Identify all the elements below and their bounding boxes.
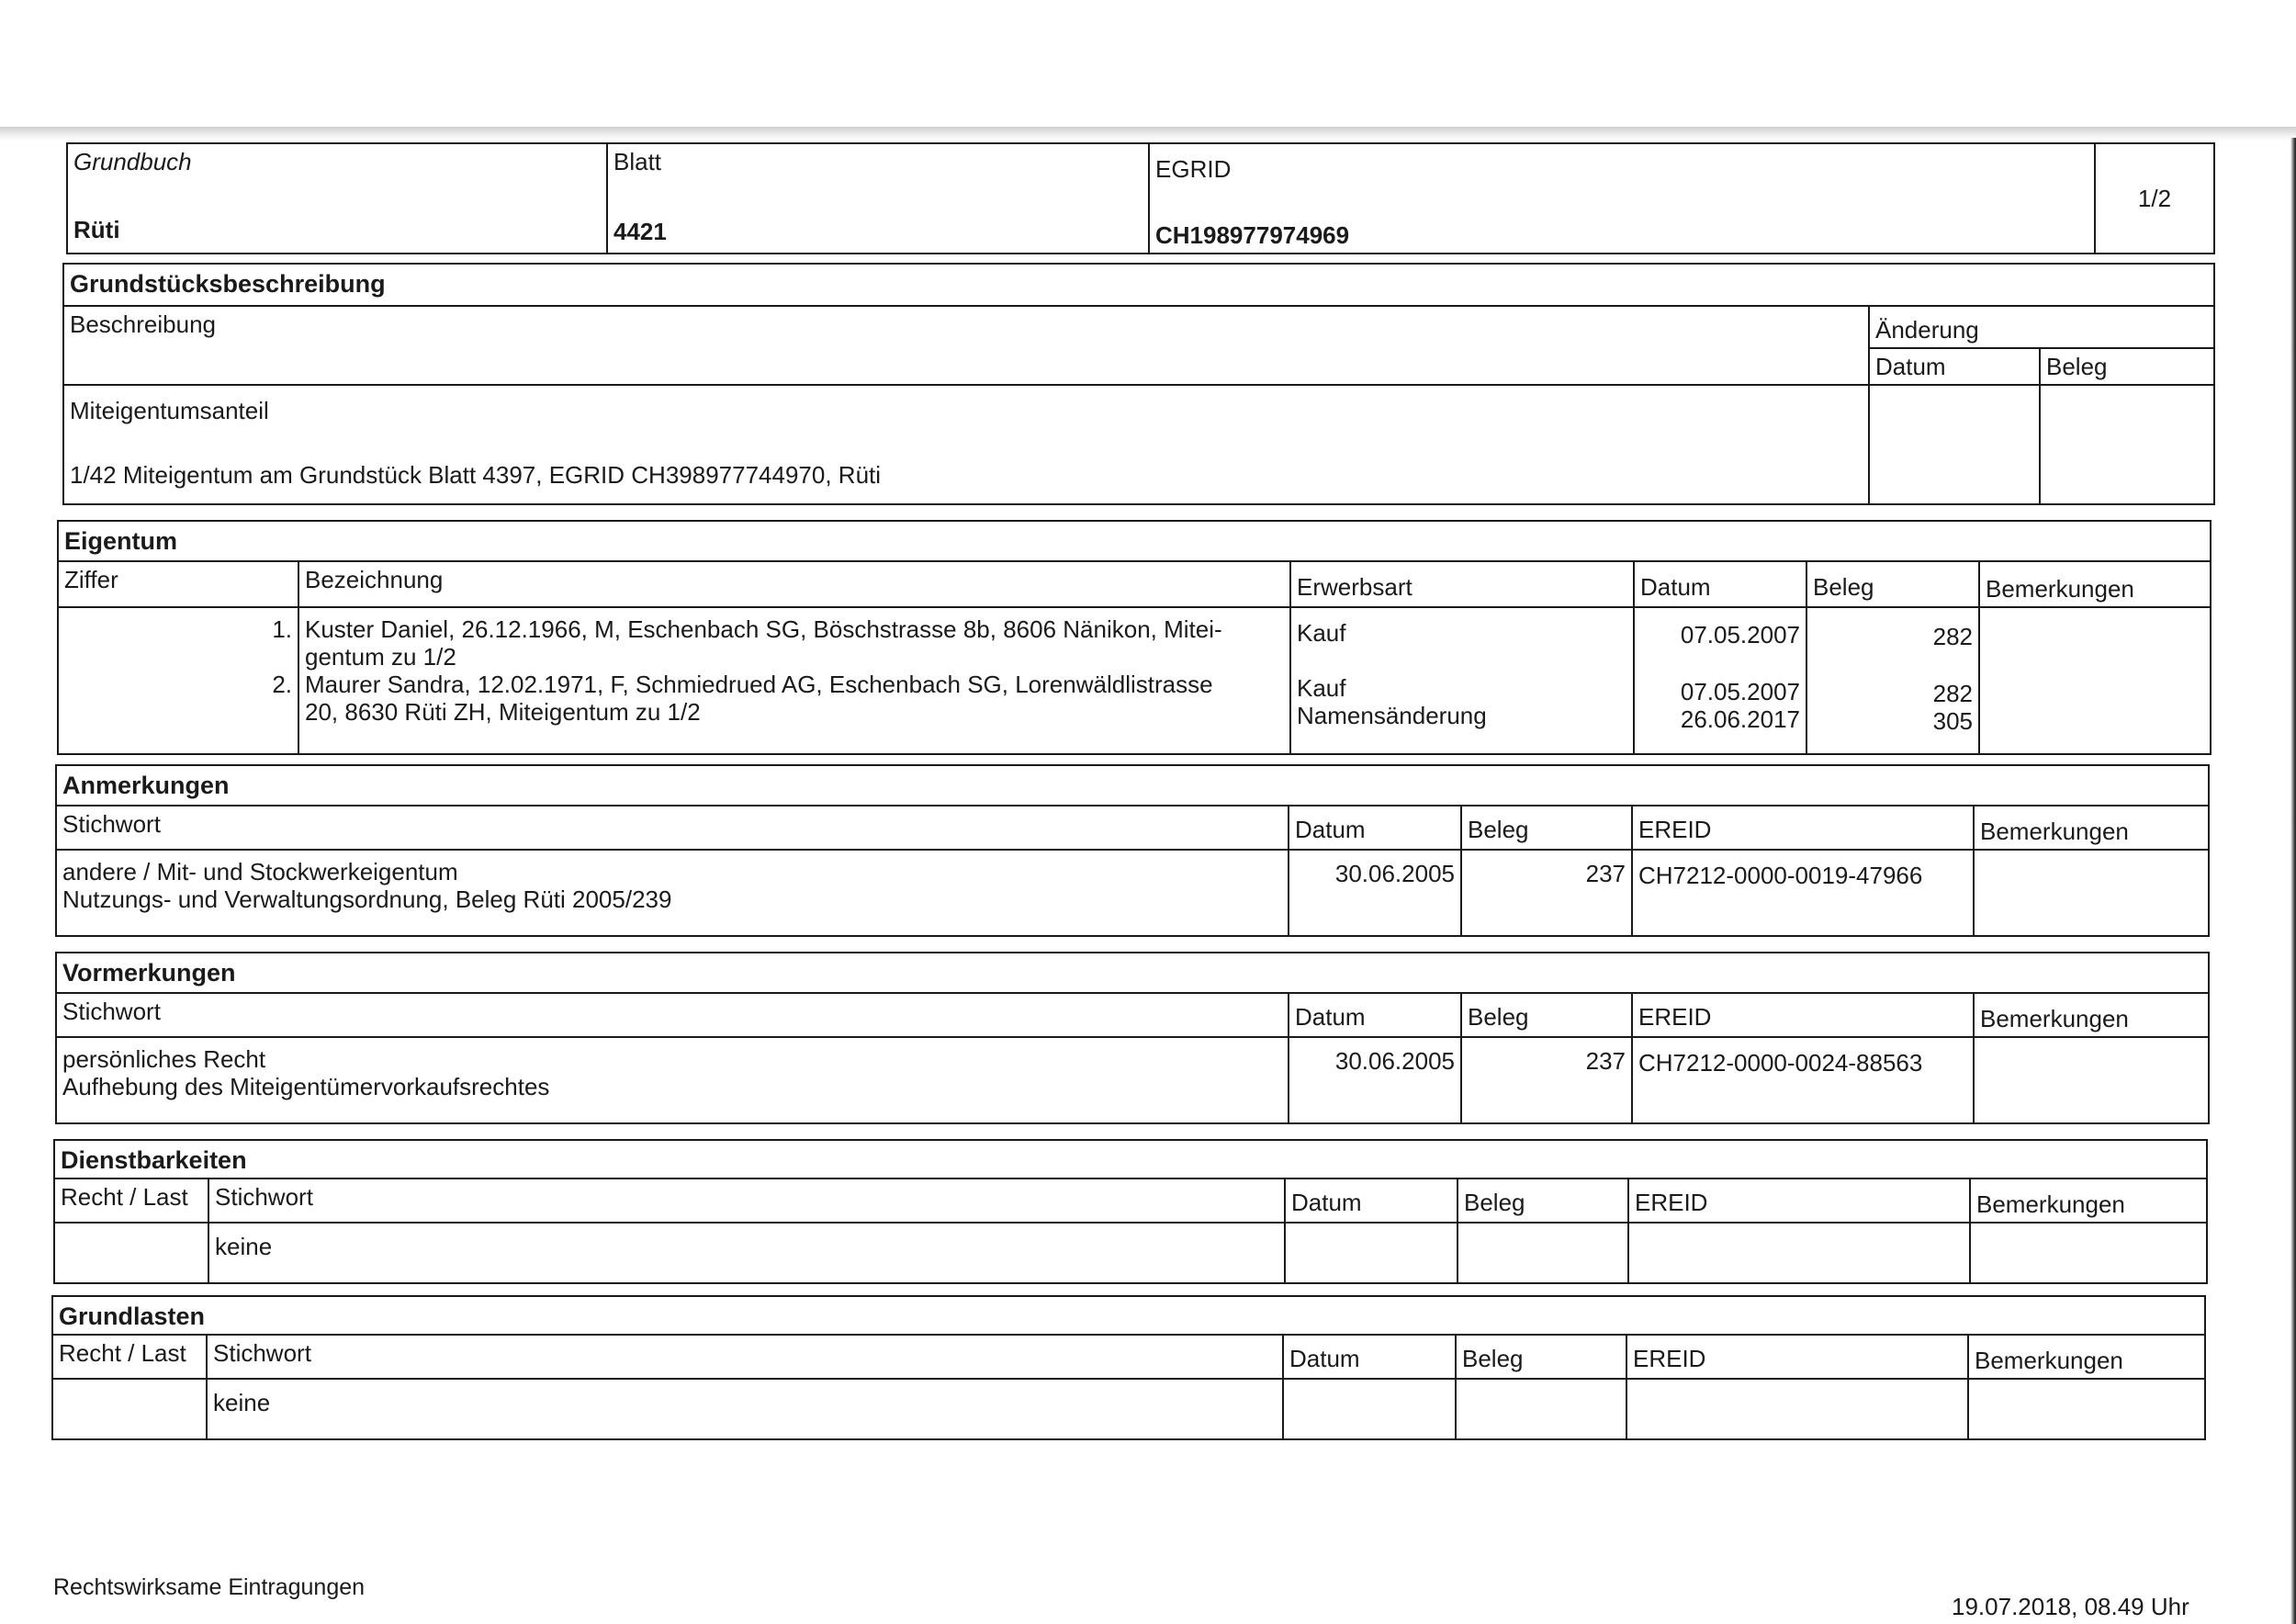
eigentum-row-2-ziffer: 2. (272, 671, 292, 698)
eigentum-table (57, 520, 2212, 755)
footer-label: Rechtswirksame Eintragungen (53, 1574, 366, 1600)
blatt-value: 4421 (613, 218, 667, 245)
grundlasten-col-recht: Recht / Last (52, 1335, 207, 1379)
anmerkungen-stichwort-2: Nutzungs- und Verwaltungsordnung, Beleg Rüti 2005/239 (62, 885, 672, 913)
grundlasten-col-stichwort: Stichwort (207, 1335, 1283, 1379)
vormerkungen-stichwort-cell (56, 1037, 1289, 1123)
dienstbarkeiten-ereid-value (1628, 1223, 1970, 1283)
dienstbarkeiten-datum-value (1285, 1223, 1458, 1283)
grundstueck-title: Grundstücksbeschreibung (63, 264, 2214, 306)
anmerkungen-datum: 30.06.2005 (1289, 850, 1461, 936)
header-table (66, 142, 2215, 254)
eigentum-col-bemerkungen: Bemerkungen (1979, 561, 2211, 607)
beschreibung-label: Beschreibung (63, 306, 1869, 385)
eigentum-col-erwerbsart: Erwerbsart (1290, 561, 1634, 607)
anmerkungen-col-datum: Datum (1289, 806, 1461, 850)
grundlasten-beleg-value (1456, 1379, 1626, 1439)
vormerkungen-stichwort-1: persönliches Recht (62, 1045, 266, 1073)
aenderung-datum-value (1869, 385, 2040, 504)
grundlasten-title: Grundlasten (52, 1296, 2205, 1335)
dienstbarkeiten-bemerkungen-value (1970, 1223, 2207, 1283)
eigentum-row-2-datum-2: 26.06.2017 (1680, 705, 1800, 733)
page-number: 1/2 (2095, 143, 2214, 254)
anmerkungen-col-beleg: Beleg (1461, 806, 1632, 850)
vormerkungen-table (55, 952, 2210, 1124)
eigentum-row-1-erwerb: Kauf (1297, 619, 1346, 647)
eigentum-row-1-ziffer: 1. (272, 615, 292, 643)
grundlasten-stichwort-value: keine (207, 1379, 1283, 1439)
eigentum-col-beleg: Beleg (1806, 561, 1979, 607)
vormerkungen-col-beleg: Beleg (1461, 993, 1632, 1037)
vormerkungen-col-datum: Datum (1289, 993, 1461, 1037)
dienstbarkeiten-beleg-value (1458, 1223, 1628, 1283)
footer-timestamp: 19.07.2018, 08.49 Uhr (1952, 1593, 2189, 1620)
blatt-label: Blatt (613, 148, 662, 175)
dienstbarkeiten-stichwort-value: keine (208, 1223, 1285, 1283)
eigentum-row-1-bez-2: gentum zu 1/2 (305, 643, 456, 671)
dienstbarkeiten-recht-value (54, 1223, 208, 1283)
dienstbarkeiten-col-recht: Recht / Last (54, 1179, 208, 1223)
vormerkungen-ereid: CH7212-0000-0024-88563 (1632, 1037, 1974, 1123)
vormerkungen-title: Vormerkungen (56, 953, 2209, 993)
grundlasten-col-ereid: EREID (1626, 1335, 1968, 1379)
eigentum-row-2-erwerb-2: Namensänderung (1297, 702, 1487, 729)
eigentum-bemerkungen-cell (1979, 607, 2211, 754)
aenderung-beleg-value (2040, 385, 2214, 504)
grundlasten-table (51, 1295, 2206, 1440)
grundlasten-ereid-value (1626, 1379, 1968, 1439)
blatt-cell (607, 143, 1149, 254)
eigentum-row-2-bez-1: Maurer Sandra, 12.02.1971, F, Schmiedrued AG, Eschenbach SG, Lorenwäldlistrasse (305, 671, 1213, 698)
anmerkungen-table (55, 764, 2210, 937)
dienstbarkeiten-col-bemerkungen: Bemerkungen (1970, 1179, 2207, 1223)
scan-shadow (0, 127, 2296, 141)
beschreibung-line-1: Miteigentumsanteil (70, 397, 269, 424)
eigentum-row-2-erwerb-1: Kauf (1297, 674, 1346, 702)
grundbuch-value: Rüti (73, 216, 120, 243)
grundlasten-col-beleg: Beleg (1456, 1335, 1626, 1379)
eigentum-row-2-beleg-2: 305 (1932, 707, 1973, 735)
eigentum-bezeichnung-cell (298, 607, 1290, 754)
eigentum-title: Eigentum (58, 521, 2211, 561)
beschreibung-line-2: 1/42 Miteigentum am Grundstück Blatt 4397, EGRID CH398977744970, Rüti (70, 461, 882, 489)
vormerkungen-beleg: 237 (1461, 1037, 1632, 1123)
aenderung-label: Änderung (1869, 306, 2214, 348)
dienstbarkeiten-table (53, 1139, 2208, 1284)
aenderung-datum-label: Datum (1869, 348, 2040, 385)
anmerkungen-beleg: 237 (1461, 850, 1632, 936)
eigentum-datum-cell (1634, 607, 1806, 754)
eigentum-row-2-beleg-1: 282 (1932, 680, 1973, 707)
grundlasten-recht-value (52, 1379, 207, 1439)
vormerkungen-col-ereid: EREID (1632, 993, 1974, 1037)
anmerkungen-ereid: CH7212-0000-0019-47966 (1632, 850, 1974, 936)
eigentum-col-bezeichnung: Bezeichnung (298, 561, 1290, 607)
anmerkungen-bemerkungen (1974, 850, 2209, 936)
anmerkungen-stichwort-1: andere / Mit- und Stockwerkeigentum (62, 858, 458, 885)
grundlasten-datum-value (1283, 1379, 1456, 1439)
grundbuch-cell (67, 143, 607, 254)
grundlasten-col-bemerkungen: Bemerkungen (1968, 1335, 2205, 1379)
anmerkungen-col-bemerkungen: Bemerkungen (1974, 806, 2209, 850)
eigentum-beleg-cell (1806, 607, 1979, 754)
grundlasten-bemerkungen-value (1968, 1379, 2205, 1439)
dienstbarkeiten-col-stichwort: Stichwort (208, 1179, 1285, 1223)
eigentum-row-2-bez-2: 20, 8630 Rüti ZH, Miteigentum zu 1/2 (305, 698, 701, 726)
aenderung-beleg-label: Beleg (2040, 348, 2214, 385)
eigentum-row-2-datum-1: 07.05.2007 (1680, 678, 1800, 705)
vormerkungen-bemerkungen (1974, 1037, 2209, 1123)
eigentum-erwerbsart-cell (1290, 607, 1634, 754)
vormerkungen-datum: 30.06.2005 (1289, 1037, 1461, 1123)
eigentum-col-ziffer: Ziffer (58, 561, 298, 607)
eigentum-ziffer-cell (58, 607, 298, 754)
eigentum-row-1-datum: 07.05.2007 (1680, 621, 1800, 648)
dienstbarkeiten-col-ereid: EREID (1628, 1179, 1970, 1223)
eigentum-col-datum: Datum (1634, 561, 1806, 607)
eigentum-row-1-bez-1: Kuster Daniel, 26.12.1966, M, Eschenbach SG, Böschstrasse 8b, 8606 Nänikon, Mitei- (305, 615, 1222, 643)
scan-edge (2290, 138, 2296, 1624)
anmerkungen-stichwort-cell (56, 850, 1289, 936)
anmerkungen-title: Anmerkungen (56, 765, 2209, 806)
dienstbarkeiten-col-beleg: Beleg (1458, 1179, 1628, 1223)
vormerkungen-stichwort-2: Aufhebung des Miteigentümervorkaufsrechtes (62, 1073, 550, 1100)
dienstbarkeiten-title: Dienstbarkeiten (54, 1140, 2207, 1179)
egrid-cell (1149, 143, 2095, 254)
egrid-value: CH198977974969 (1155, 221, 1350, 249)
dienstbarkeiten-col-datum: Datum (1285, 1179, 1458, 1223)
vormerkungen-col-stichwort: Stichwort (56, 993, 1289, 1037)
egrid-label: EGRID (1155, 155, 1232, 183)
vormerkungen-col-bemerkungen: Bemerkungen (1974, 993, 2209, 1037)
grundlasten-col-datum: Datum (1283, 1335, 1456, 1379)
grundbuch-label: Grundbuch (73, 148, 192, 175)
beschreibung-content (63, 385, 1869, 504)
grundstueck-table (62, 263, 2215, 505)
eigentum-row-1-beleg: 282 (1932, 623, 1973, 650)
anmerkungen-col-stichwort: Stichwort (56, 806, 1289, 850)
anmerkungen-col-ereid: EREID (1632, 806, 1974, 850)
